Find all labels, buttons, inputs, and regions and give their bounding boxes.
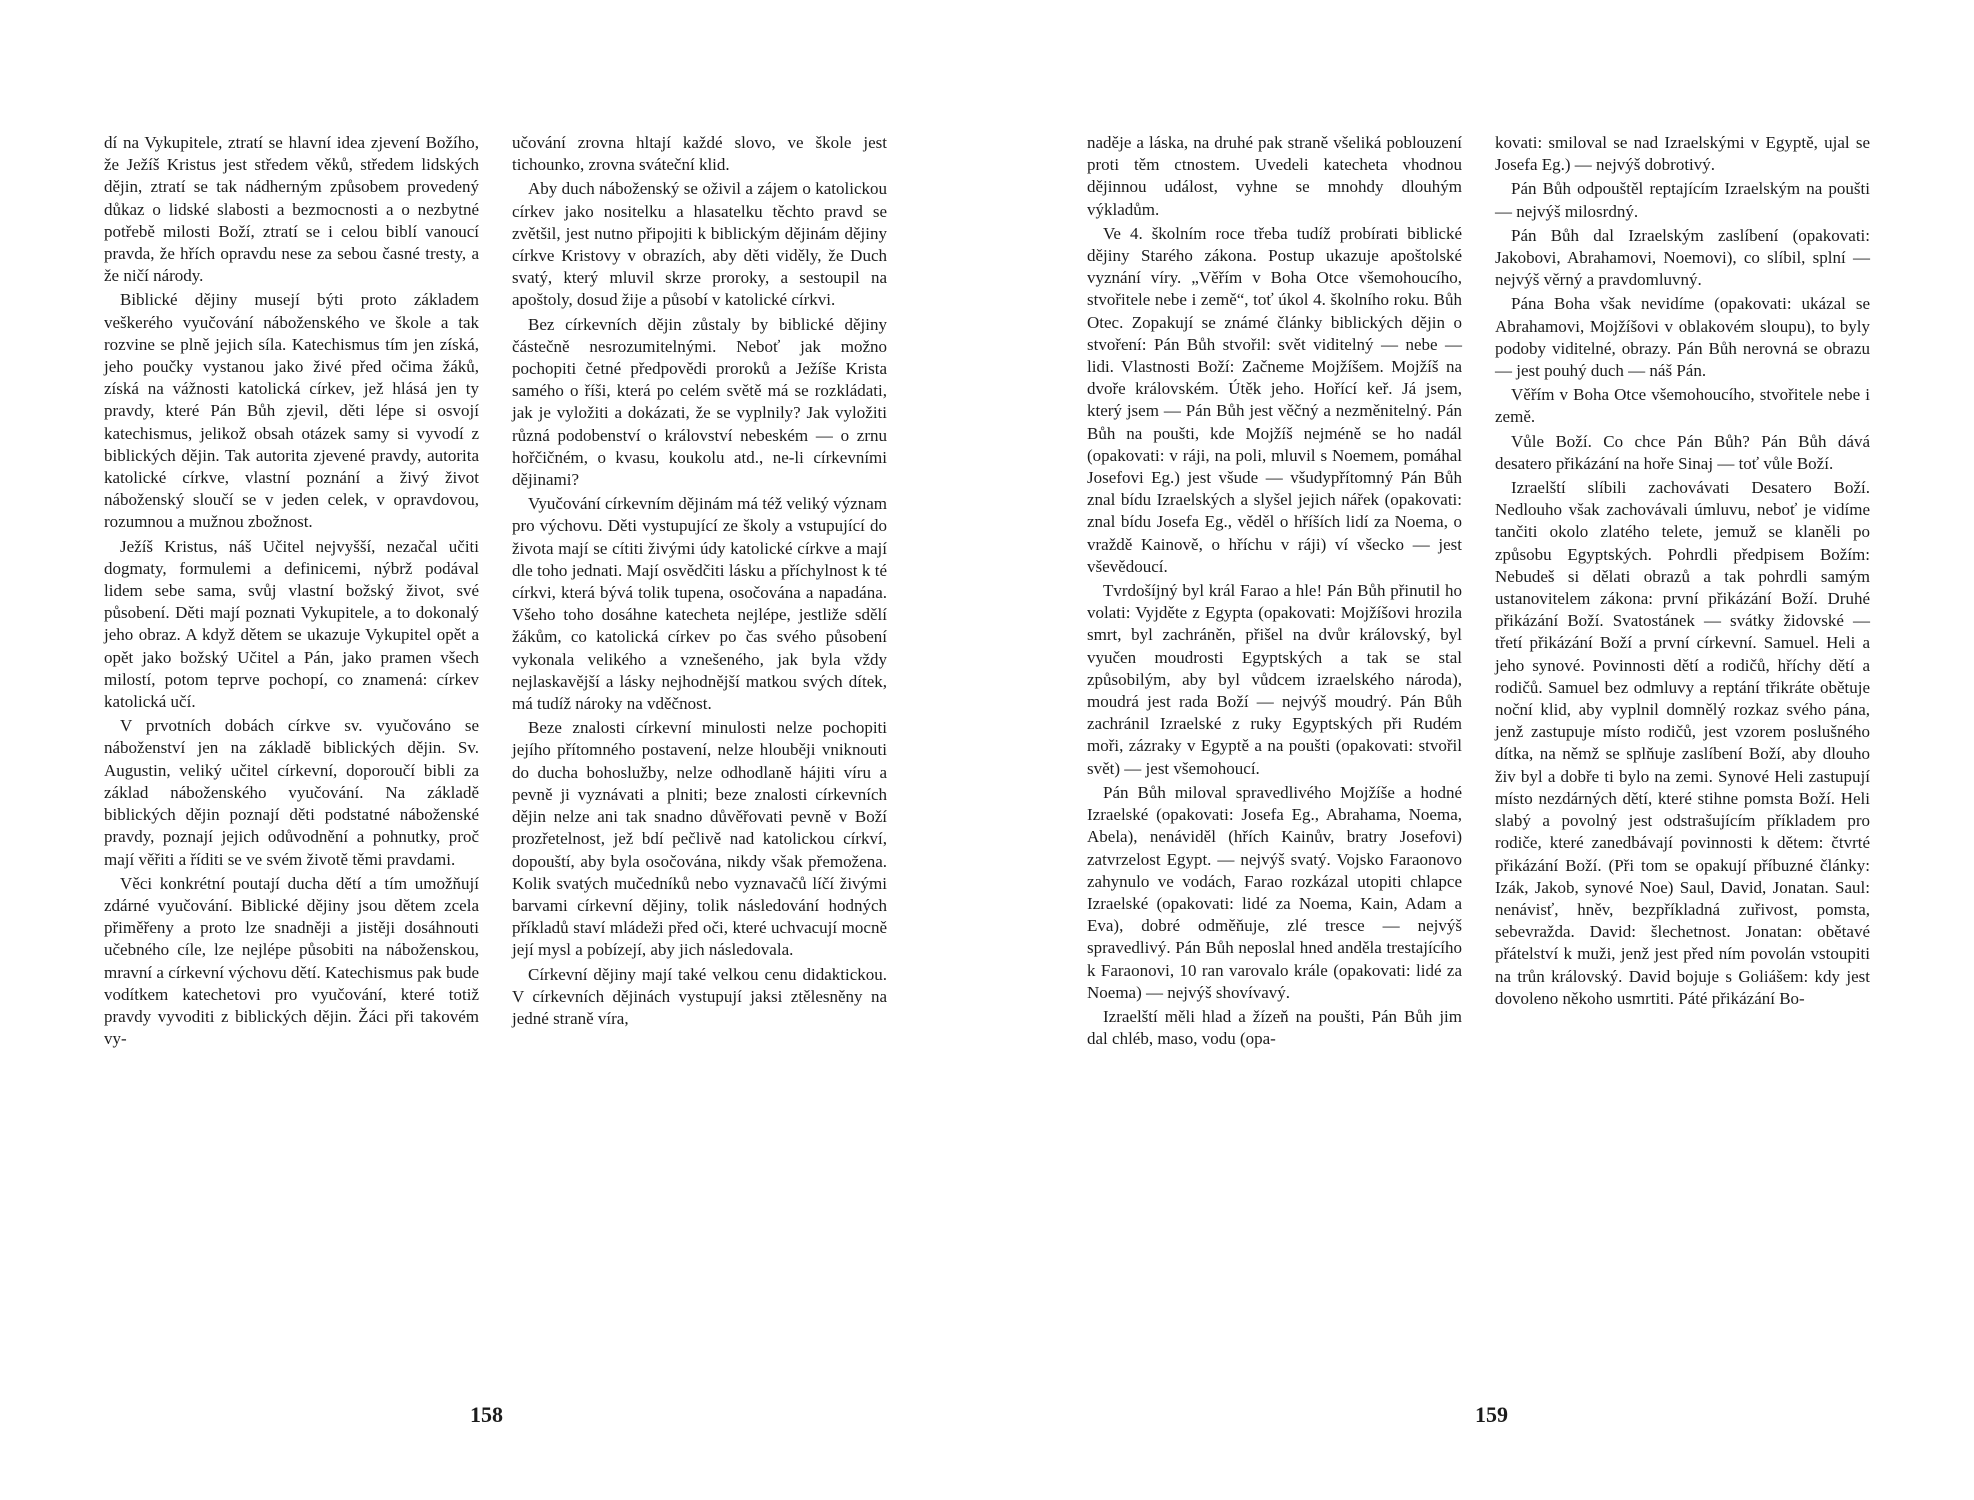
page-number: 158 [470,1402,503,1427]
left-page-column-1 [104,132,479,1052]
paragraph: učování zrovna hltají každé slovo, ve škole jest tichounko, zrovna sváteční klid. [512,133,887,175]
paragraph: Biblické dějiny musejí býti proto základem veškerého vyučování náboženského ve škole a tak rozvine se plně jejich síla. Katechismus tím jen získá, jeho poučky vystanou jako živé před očima žáků, získá na vážnosti katolická církev, jež hlásá jen ty pravdy, které Pán Bůh zjevil, děti lépe si osvojí katechismus, jelikož obsah otázek samy si vyvodí z biblických dějin. Tak autorita zjevené pravdy, autorita katolické církve, vlastní poznání a živý život náboženský sloučí se v jeden celek, v opravdovou, rozumnou a mužnou zbožnost. [104,290,479,532]
paragraph: dí na Vykupitele, ztratí se hlavní idea zjevení Božího, že Ježíš Kristus jest středem věků, středem lidských dějin, ztratí se tak nádherným způsobem provedený důkaz o lidské slabosti a bezmocnosti a o nezbytné potřebě milosti Boží, ztratí se i celou biblí vanoucí pravda, že hřích opravdu nese za sebou časné tresty, a že ničí národy. [104,133,479,286]
paragraph: Izraelští slíbili zachovávati Desatero Boží. Nedlouho však zachovávali úmluvu, neboť je vidíme tančiti okolo zlatého telete, jemuž se klaněli po způsobu Egyptských. Pohrdli předpisem Božím: Nebudeš si dělati obrazů a tak pohrdli samým ustanovitelem zákona: první přikázání Boží. Druhé přikázání Boží. Svatostánek — svátky židovské — třetí přikázání Boží a první církevní. Samuel. Heli a jeho synové. Povinnosti dětí a rodičů, hříchy dětí a rodičů. Samuel bez odmluvy a reptání třikráte obětuje noční klid, aby vyplnil domnělý rozkaz svého pána, jenž zastupuje místo rodičů, jest vzorem poslušného dítka, na němž se splňuje zaslíbení Boží, aby dlouho živ byl a dobře ti bylo na zemi. Synové Heli zastupují místo nezdárných dětí, které stihne pomsta Boží. Heli slabý a povolný jest odstrašujícím příkladem pro rodiče, které zanedbávají povinnosti k dětem: čtvrté přikázání Boží. (Při tom se opakují příbuzné články: Izák, Jakob, synové Noe) Saul, David, Jonatan. Saul: nenávisť, hněv, bezpříkladná zuřivost, pomsta, sebevražda. David: šlechetnost. Jonatan: obětavé přátelství k muži, jenž jest před ním povolán vstoupiti na trůn královský. David bojuje s Goliášem: kdy jest dovoleno někoho usmrtiti. Páté přikázání Bo- [1495,478,1870,1008]
paragraph: Věřím v Boha Otce všemohoucího, stvořitele nebe i země. [1495,385,1870,427]
paragraph: Tvrdošíjný byl král Farao a hle! Pán Bůh přinutil ho volati: Vyjděte z Egypta (opakovati: Mojžíšovi hrozila smrt, byl zachráněn, přišel na dvůr královský, byl vyučen moudrosti Egyptských a tak se stal způsobilým, aby byl vůdcem izraelského národa), moudrá jest rada Boží — nejvýš moudrý. Pán Bůh zachránil Izraelské z ruky Egyptských při Rudém moři, zázraky v Egyptě a na poušti (opakovati: stvořil svět) — jest všemohoucí. [1087,581,1462,778]
paragraph: Izraelští měli hlad a žízeň na poušti, Pán Bůh jim dal chléb, maso, vodu (opa- [1087,1006,1462,1049]
paragraph: Věci konkrétní poutají ducha dětí a tím umožňují zdárné vyučování. Biblické dějiny jsou dětem zcela přiměřeny a proto lze snadněji a jistěji dosáhnouti učebného cíle, lze nejlépe působiti na náboženskou, mravní a církevní výchovu dětí. Katechismus pak bude vodítkem katechetovi pro vyučování, které totiž pravdy vyvoditi z biblických dějin. Žáci při takovém vy- [104,873,479,1049]
right-page-column-1 [1087,132,1462,1052]
paragraph: Ježíš Kristus, náš Učitel nejvyšší, nezačal učiti dogmaty, formulemi a definicemi, nýbrž podával lidem sebe sama, svůj vlastní božský život, své působení. Děti mají poznati Vykupitele, a to dokonalý jeho obraz. A když dětem se ukazuje Vykupitel opět a opět jako božský Učitel a Pán, jako pramen všech milostí, potom teprve pochopí, co znamená: církev katolická učí. [104,536,479,712]
paragraph: Beze znalosti církevní minulosti nelze pochopiti jejího přítomného postavení, nelze hlouběji vniknouti do ducha bohoslužby, nelze odhodlaně hájiti víru a pevně ji vyznávati a plniti; beze znalosti církevních dějin nelze ani tak snadno důvěřovati pevně v Boží prozřetelnost, jež bdí pečlivě nad katolickou církví, dopouští, aby byla osočována, nikdy však přemožena. Kolik svatých mučedníků nebo vyznavačů líčí živými barvami církevní dějiny, tolik následování hodných příkladů staví mládeži před oči, které uchvacují mocně její mysl a pobízejí, aby jich následovala. [512,718,887,960]
paragraph: V prvotních dobách církve sv. vyučováno se náboženství jen na základě biblických dějin. Sv. Augustin, veliký učitel církevní, doporoučí bibli za základ náboženského vyučování. Na základě biblických dějin poznají děti podstatné náboženské pravdy, poznají jejich odůvodnění a pohnutky, proč mají věřiti a říditi se ve svém životě těmi pravdami. [104,716,479,869]
right-page-column-2 [1495,132,1870,1012]
paragraph: Vůle Boží. Co chce Pán Bůh? Pán Bůh dává desatero přikázání na hoře Sinaj — toť vůle Boží. [1495,431,1870,473]
left-page-column-2 [512,132,887,1032]
paragraph: Aby duch náboženský se oživil a zájem o katolickou církev jako nositelku a hlasatelku těchto pravd se zvětšil, jest nutno připojiti k biblickým dějinám dějiny církve Kristovy v obrazích, aby děti viděly, že Duch svatý, který mluvil skrze proroky, a sestoupil na apoštoly, dosud žije a působí v katolické církvi. [512,179,887,310]
paragraph: naděje a láska, na druhé pak straně všeliká poblouzení proti těm ctnostem. Uvedeli katecheta vhodnou dějinnou událost, vyhne se mnohdy dlouhým výkladům. [1087,133,1462,219]
paragraph: kovati: smiloval se nad Izraelskými v Egyptě, ujal se Josefa Eg.) — nejvýš dobrotivý. [1495,133,1870,175]
paragraph: Pána Boha však nevidíme (opakovati: ukázal se Abrahamovi, Mojžíšovi v oblakovém sloupu), to byly podoby viditelné, obrazy. Pán Bůh nerovná se obrazu — jest pouhý duch — náš Pán. [1495,294,1870,381]
paragraph: Vyučování církevním dějinám má též veliký význam pro výchovu. Děti vystupující ze školy a vstupující do života mají se cítiti živými údy katolické církve a mají dle toho jednati. Mají osvědčiti lásku a příchylnost k té církvi, která bývá tolik tupena, osočována a napadána. Všeho toho dosáhne katecheta nejlépe, jestliže sdělí žákům, co katolická církev po čas svého působení vykonala velikého a vznešeného, jak byla vždy nejlaskavější a lásky nejhodnější matkou svých dítek, má tudíž nároky na vděčnost. [512,494,887,714]
paragraph: Pán Bůh miloval spravedlivého Mojžíše a hodné Izraelské (opakovati: Josefa Eg., Abrahama, Noema, Abela), nenáviděl (hřích Kainův, bratry Josefovi) zatvrzelost Egypt. — nejvýš svatý. Vojsko Faraonovo zahynulo ve vodách, Farao rozkázal utopiti chlapce Izraelské (opakovati: lidé za Noema, Kain, Adam a Eva), dobré odměňuje, zlé tresce — nejvýš spravedlivý. Pán Bůh neposlal hned anděla trestajícího k Faraonovi, 10 ran varovalo krále (opakovati: lidé za Noema) — nejvýš shovívavý. [1087,782,1462,1002]
paragraph: Pán Bůh dal Izraelským zaslíbení (opakovati: Jakobovi, Abrahamovi, Noemovi), co slíbil, splní — nejvýš věrný a pravdomluvný. [1495,225,1870,290]
paragraph: Ve 4. školním roce třeba tudíž probírati biblické dějiny Starého zákona. Postup ukazuje apoštolské vyznání víry. „Věřím v Boha Otce všemohoucího, stvořitele nebe i země“, toť úkol 4. školního roku. Bůh Otec. Zopakují se známé články biblických dějin o stvoření: Pán Bůh stvořil: svět viditelný — nebe — lidi. Vlastnosti Boží: Začneme Mojžíšem. Mojžíš na dvoře královském. Útěk jeho. Hořící keř. Já jsem, který jsem — Pán Bůh jest věčný a nezměnitelný. Pán Bůh na poušti, kde Mojžíš nejméně se ho nadál (opakovati: v ráji, na poli, mluvil s Noemem, pomáhal Josefovi Eg.) jest všude — všudypřítomný Pán Bůh znal bídu Izraelských a slyšel jejich nářek (opakovati: znal bídu Josefa Eg., věděl o hříších lidí za Noema, o vraždě Kainově, o hříchu v ráji) ví všecko — jest vševědoucí. [1087,223,1462,576]
paragraph: Pán Bůh odpouštěl reptajícím Izraelským na poušti — nejvýš milosrdný. [1495,179,1870,221]
page-number: 159 [1475,1402,1508,1427]
paragraph: Církevní dějiny mají také velkou cenu didaktickou. V církevních dějinách vystupují jaksi ztělesněny na jedné straně víra, [512,964,887,1028]
paragraph: Bez církevních dějin zůstaly by biblické dějiny částečně nesrozumitelnými. Neboť jak možno pochopiti četné předpovědi proroků a Ježíše Krista samého o říši, která po celém světě má se rozkládati, jak je vyložiti a dokázati, že se vyplnily? Jak vyložiti různá podobenství o království nebeském — o zrnu hořčičném, o kvasu, koukolu atd., ne-li církevními dějinami? [512,314,887,490]
